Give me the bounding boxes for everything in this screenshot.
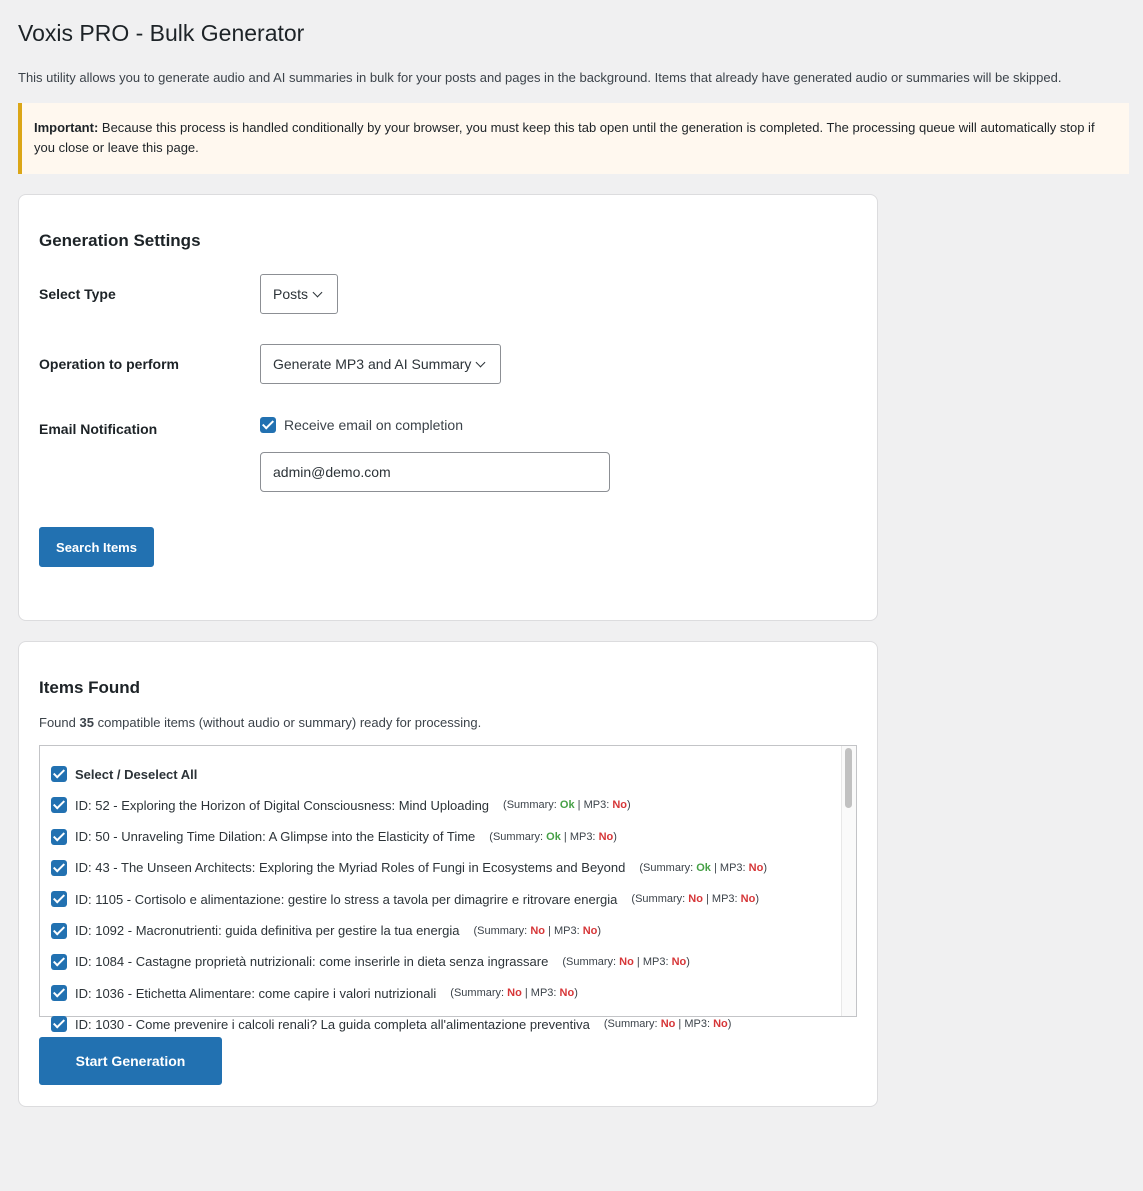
select-type-label: Select Type: [39, 286, 116, 303]
mp3-status: No: [598, 830, 614, 843]
summary-label: Summary:: [607, 1018, 658, 1031]
item-checkbox[interactable]: [51, 923, 67, 939]
select-all-row[interactable]: [51, 758, 856, 789]
email-field[interactable]: admin@demo.com: [260, 452, 610, 492]
summary-label: Summary:: [453, 987, 505, 1000]
summary-status: No: [530, 924, 545, 937]
email-checkbox-row: [260, 416, 610, 433]
mp3-status: No: [740, 893, 756, 906]
found-prefix: Found: [39, 715, 76, 731]
summary-status: Ok: [559, 799, 575, 812]
item-label[interactable]: ID: 1092 - Macronutrienti: guida definitiva per gestire la tua energia: [75, 923, 460, 939]
email-row: [39, 416, 857, 492]
item-label[interactable]: ID: 1105 - Cortisolo e alimentazione: gestire lo stress a tavola per dimagrire e ritrovare energia: [75, 891, 618, 907]
items-title: Items Found: [39, 678, 141, 698]
mp3-status: No: [748, 861, 764, 874]
found-count: 35: [79, 715, 94, 731]
item-checkbox[interactable]: [51, 954, 67, 970]
page-title: Voxis PRO - Bulk Generator: [18, 20, 305, 46]
operation-dropdown[interactable]: [260, 344, 501, 384]
item-status: (Summary: No | MP3: No): [631, 893, 760, 906]
item-label[interactable]: ID: 50 - Unraveling Time Dilation: A Glimpse into the Elasticity of Time: [75, 829, 476, 845]
page-intro: This utility allows you to generate audio and AI summaries in bulk for your posts and pages in the background. Items that already have generated audio or summaries will be skipped.: [18, 69, 1062, 85]
items-list-inner: [40, 746, 856, 1040]
item-label[interactable]: ID: 1030 - Come prevenire i calcoli renali? La guida completa all'alimentazione preventiva: [75, 1016, 590, 1032]
summary-label: Summary:: [643, 861, 694, 874]
item-status: (Summary: No | MP3: No): [562, 955, 690, 968]
mp3-label: MP3:: [684, 1018, 711, 1031]
item-checkbox[interactable]: [51, 1016, 67, 1032]
scrollbar-thumb[interactable]: [845, 748, 852, 808]
notice-text: Because this process is handled conditionally by your browser, you must keep this tab open until the generation is completed. The processing queue will automatically stop if you close or leave this page.: [34, 120, 1095, 156]
item-checkbox[interactable]: [51, 829, 67, 845]
important-notice: [18, 103, 1129, 174]
summary-label: Summary:: [635, 893, 686, 906]
select-all-checkbox[interactable]: [51, 766, 67, 782]
summary-label: Summary:: [506, 799, 557, 812]
chevron-down-icon: [313, 287, 323, 297]
email-checkbox[interactable]: [260, 417, 276, 433]
mp3-label: MP3:: [719, 861, 746, 874]
list-item[interactable]: [51, 915, 856, 946]
chevron-down-icon: [476, 357, 486, 367]
operation-label: Operation to perform: [39, 356, 180, 373]
operation-row: [39, 344, 857, 384]
summary-label: Summary:: [477, 924, 528, 937]
list-item[interactable]: [51, 821, 856, 852]
item-label[interactable]: ID: 1084 - Castagne proprietà nutrizionali: come inserirle in dieta senza ingrassare: [75, 954, 549, 970]
list-item[interactable]: [51, 946, 856, 977]
summary-status: Ok: [696, 861, 711, 874]
summary-status: No: [688, 893, 703, 906]
found-summary: [39, 715, 857, 730]
item-status: (Summary: Ok | MP3: No): [639, 861, 767, 874]
select-all-label[interactable]: Select / Deselect All: [75, 766, 198, 782]
found-suffix: compatible items (without audio or summary) ready for processing.: [97, 715, 482, 731]
mp3-label: MP3:: [569, 830, 596, 843]
mp3-label: MP3:: [553, 924, 580, 937]
item-label[interactable]: ID: 43 - The Unseen Architects: Exploring the Myriad Roles of Fungi in Ecosystems and Beyond: [75, 860, 626, 876]
summary-label: Summary:: [565, 955, 617, 968]
select-type-value: Posts: [273, 286, 309, 303]
mp3-status: No: [671, 955, 687, 968]
email-controls: [260, 416, 610, 492]
email-label: Email Notification: [39, 421, 158, 438]
mp3-label: MP3:: [642, 955, 669, 968]
item-status: (Summary: Ok | MP3: No): [489, 830, 617, 843]
mp3-status: No: [612, 799, 627, 812]
select-type-row: [39, 274, 857, 314]
items-list[interactable]: [39, 745, 857, 1032]
item-status: (Summary: No | MP3: No): [450, 987, 578, 1000]
start-generation-button[interactable]: Start Generation: [39, 1037, 222, 1085]
list-item[interactable]: [51, 790, 856, 821]
summary-status: No: [507, 987, 522, 1000]
item-checkbox[interactable]: [51, 860, 67, 876]
item-checkbox[interactable]: [51, 797, 67, 813]
mp3-status: No: [559, 987, 575, 1000]
notice-strong: Important:: [34, 120, 99, 136]
mp3-label: MP3:: [530, 987, 557, 1000]
item-label[interactable]: ID: 52 - Exploring the Horizon of Digital Consciousness: Mind Uploading: [75, 797, 490, 813]
item-status: (Summary: No | MP3: No): [473, 924, 602, 937]
item-status: (Summary: Ok | MP3: No): [503, 799, 631, 812]
item-status: (Summary: No | MP3: No): [603, 1018, 732, 1031]
item-label[interactable]: ID: 1036 - Etichetta Alimentare: come capire i valori nutrizionali: [75, 985, 437, 1001]
search-items-button[interactable]: Search Items: [39, 527, 154, 567]
generation-settings-card: [18, 194, 878, 621]
email-checkbox-label[interactable]: Receive email on completion: [284, 416, 463, 433]
item-checkbox[interactable]: [51, 985, 67, 1001]
list-item[interactable]: [51, 977, 856, 1008]
summary-status: No: [660, 1018, 676, 1031]
mp3-label: MP3:: [711, 893, 738, 906]
mp3-status: No: [582, 924, 598, 937]
list-item[interactable]: [51, 1009, 856, 1040]
summary-label: Summary:: [492, 830, 544, 843]
summary-status: Ok: [546, 830, 561, 843]
operation-value: Generate MP3 and AI Summary: [273, 356, 472, 373]
list-scrollbar[interactable]: [841, 746, 856, 1016]
mp3-status: No: [713, 1018, 728, 1031]
item-checkbox[interactable]: [51, 891, 67, 907]
settings-title: Generation Settings: [39, 231, 201, 251]
list-item[interactable]: [51, 852, 856, 883]
list-item[interactable]: [51, 884, 856, 915]
summary-status: No: [619, 955, 634, 968]
select-type-dropdown[interactable]: [260, 274, 338, 314]
items-found-card: [18, 641, 878, 1107]
mp3-label: MP3:: [583, 799, 610, 812]
